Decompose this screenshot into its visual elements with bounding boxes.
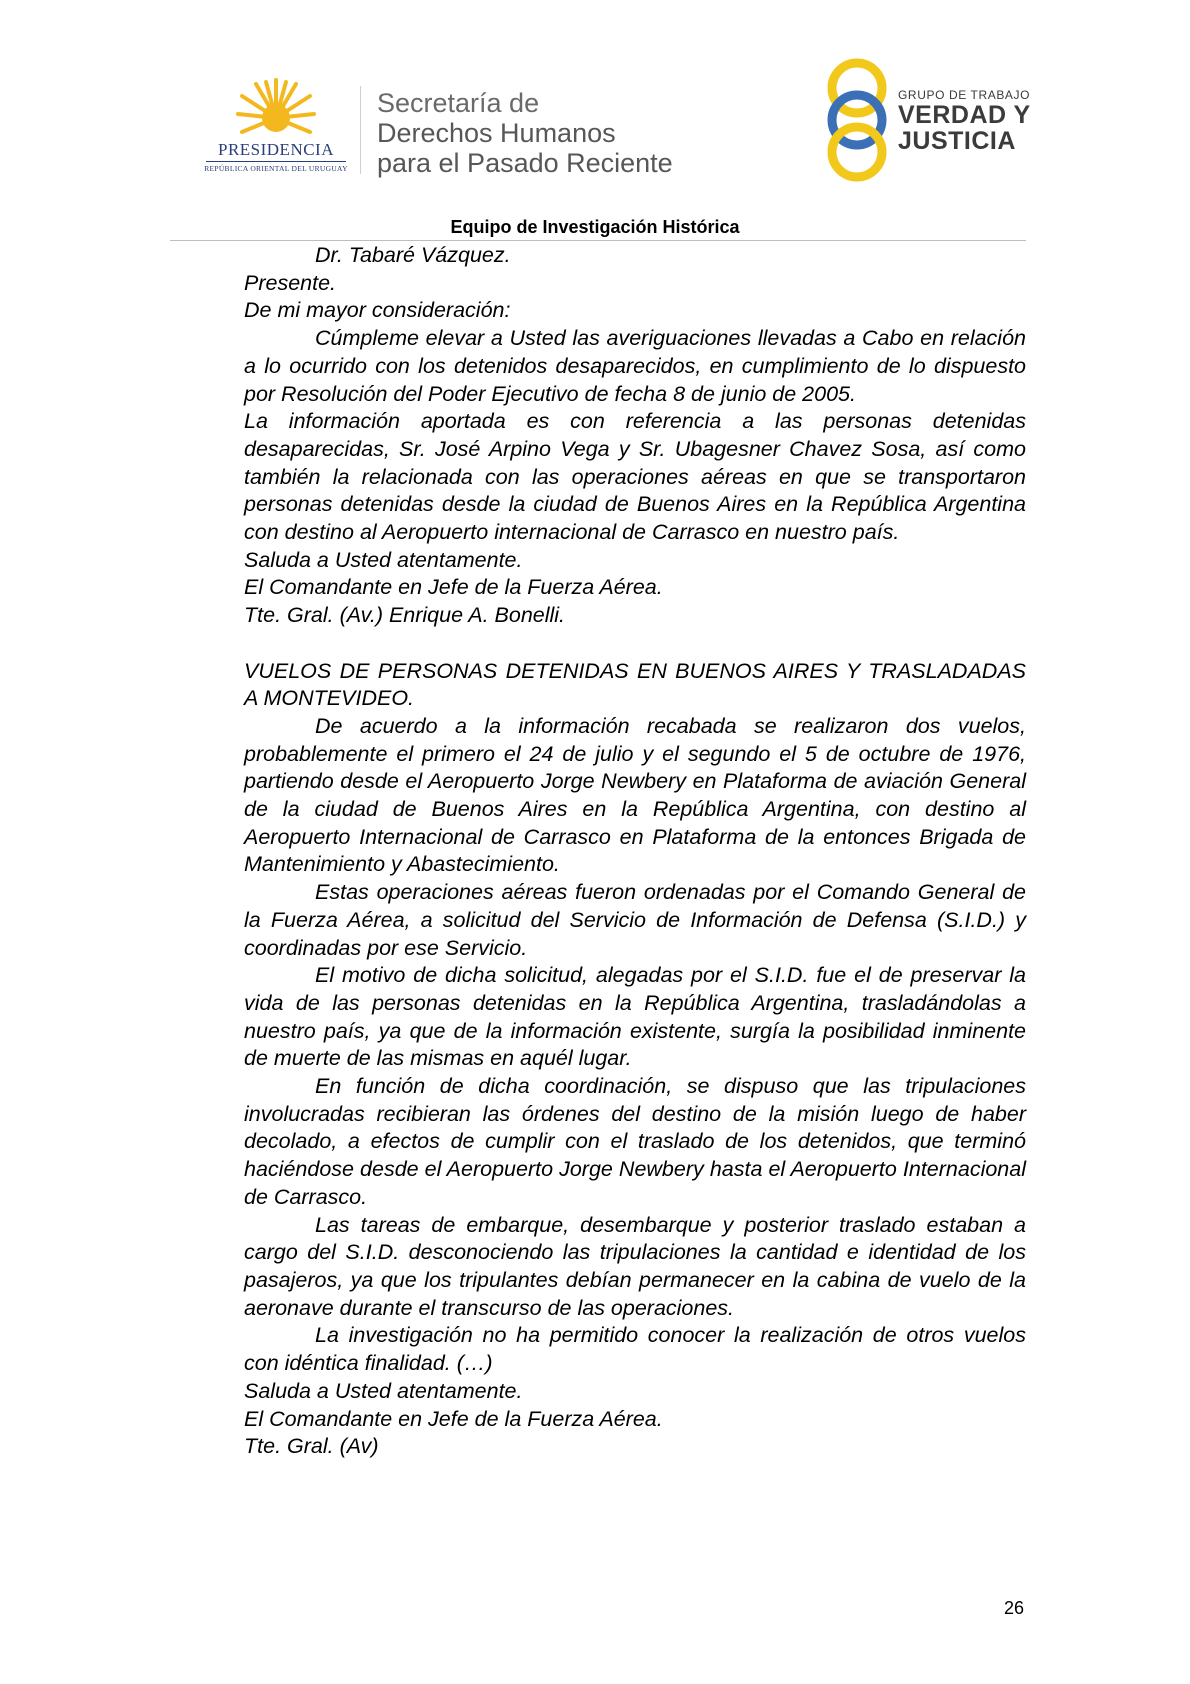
presidencia-subtitle: REPÚBLICA ORIENTAL DEL URUGUAY — [204, 164, 348, 173]
secretaria-line-1: Secretaría de — [377, 88, 540, 118]
paragraph: El motivo de dicha solicitud, alegadas por el S.I.D. fue el de preservar la vida de las personas detenidas en la República Argentina, trasladándolas a nuestro país, ya que de la información existente, surgía la posibilidad inminente de muerte de las mismas en aquél lugar. — [244, 963, 1026, 1071]
paragraph: Estas operaciones aéreas fueron ordenadas por el Comando General de la Fuerza Aérea, a solicitud del Servicio de Información de Defensa (S.I.D.) y coordinadas por ese Servicio. — [244, 880, 1026, 960]
presidencia-divider — [206, 161, 346, 162]
paragraph: La información aportada es con referencia a las personas detenidas desaparecidas, Sr. José Arpino Vega y Sr. Ubagesner Chavez Sosa, así como también la relacionada con las operaciones aéreas en que se transportaron personas detenidas desde la ciudad de Buenos Aires en la República Argentina con destino al Aeropuerto internacional de Carrasco en nuestro país. — [244, 409, 1026, 545]
verdad-justicia-logo — [898, 88, 1031, 154]
signatory-title: El Comandante en Jefe de la Fuerza Aérea. — [244, 1406, 663, 1431]
document-body — [244, 242, 1026, 1461]
closing: Saluda a Usted atentamente. — [244, 547, 523, 572]
vj-line-2: JUSTICIA — [898, 127, 1016, 155]
letterhead — [0, 0, 1190, 240]
closing: Saluda a Usted atentamente. — [244, 1378, 523, 1403]
secretaria-line-2: Derechos Humanos — [377, 118, 616, 148]
presidencia-logo — [196, 78, 356, 178]
signatory-title: El Comandante en Jefe de la Fuerza Aérea. — [244, 575, 663, 600]
signatory-name: Tte. Gral. (Av.) Enrique A. Bonelli. — [244, 603, 566, 628]
paragraph: Las tareas de embarque, desembarque y posterior traslado estaban a cargo del S.I.D. desconociendo las tripulaciones la cantidad e identidad de los pasajeros, ya que los tripulantes debían permanecer en la cabina de vuelo de la aeronave durante el transcurso de las operaciones. — [244, 1212, 1026, 1320]
logo-divider — [360, 86, 361, 174]
paragraph: En función de dicha coordinación, se dispuso que las tripulaciones involucradas recibieran las órdenes del destino de la misión luego de haber decolado, a efectos de cumplir con el traslado de los detenidos, que terminó haciéndose desde el Aeropuerto Jorge Newbery hasta el Aeropuerto Internacional de Carrasco. — [244, 1074, 1026, 1209]
paragraph: De acuerdo a la información recabada se realizaron dos vuelos, probablemente el primero el 24 de julio y el segundo el 5 de octubre de 1976, partiendo desde el Aeropuerto Jorge Newbery en Plataforma de aviación General de la ciudad de Buenos Aires en la República Argentina, con destino al Aeropuerto Internacional de Carrasco en Plataforma de la entonces Brigada de Mantenimiento y Abastecimiento. — [244, 713, 1026, 877]
addressee: Dr. Tabaré Vázquez. — [315, 243, 511, 267]
secretaria-logo — [377, 88, 673, 178]
section-heading: VUELOS DE PERSONAS DETENIDAS EN BUENOS AIRES Y TRASLADADAS A MONTEVIDEO. — [244, 658, 1026, 711]
signatory-name: Tte. Gral. (Av) — [244, 1434, 379, 1459]
vj-line-1: VERDAD Y — [898, 101, 1031, 129]
sun-emblem-icon — [236, 78, 316, 148]
greeting-present: Presente. — [244, 270, 337, 295]
vj-subtitle: GRUPO DE TRABAJO — [898, 88, 1031, 102]
secretaria-line-3: para el Pasado Reciente — [377, 148, 673, 178]
paragraph: La investigación no ha permitido conocer la realización de otros vuelos con idéntica finalidad. (…) — [244, 1323, 1026, 1376]
header-rule — [170, 240, 1026, 241]
team-heading: Equipo de Investigación Histórica — [450, 217, 740, 237]
salutation: De mi mayor consideración: — [244, 298, 511, 323]
verdad-justicia-rings-icon — [820, 58, 894, 182]
page-number: 26 — [1004, 1598, 1025, 1618]
paragraph: Cúmpleme elevar a Usted las averiguaciones llevadas a Cabo en relación a lo ocurrido con los detenidos desaparecidos, en cumplimiento de lo dispuesto por Resolución del Poder Ejecutivo de fecha 8 de junio de 2005. — [244, 326, 1026, 406]
presidencia-wordmark: PRESIDENCIA — [217, 140, 334, 159]
